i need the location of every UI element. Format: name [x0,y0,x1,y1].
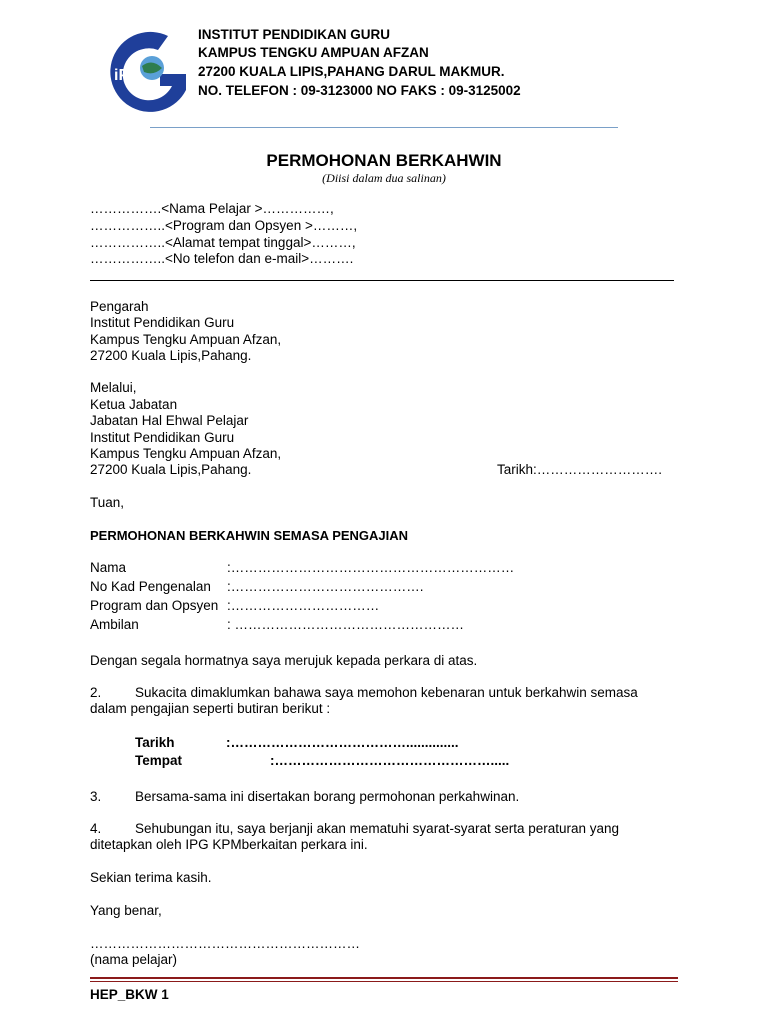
signature-line: …………………………………………………… [90,936,360,951]
contact-line: NO. TELEFON : 09-3123000 NO FAKS : 09-3125002 [198,83,521,98]
paragraph-2-cont: dalam pengajian seperti butiran berikut : [90,701,331,716]
sender-name: …………….<Nama Pelajar >……………, [90,201,334,216]
via-line: Kampus Tengku Ampuan Afzan, [90,446,282,461]
footer-rule-top [90,977,678,979]
sender-address: ……………..<Alamat tempat tinggal>………, [90,235,356,250]
sign-off: Yang benar, [90,903,162,918]
paragraph-1: Dengan segala hormatnya saya merujuk kepada perkara di atas. [90,653,478,668]
paragraph-2: Sukacita dimaklumkan bahawa saya memohon kebenaran untuk berkahwin semasa [135,685,638,700]
closing: Sekian terima kasih. [90,870,212,885]
via-line: Institut Pendidikan Guru [90,430,235,445]
field-label-ambilan: Ambilan [90,617,139,632]
subject-heading: PERMOHONAN BERKAHWIN SEMASA PENGAJIAN [90,528,409,543]
page-subtitle: (Diisi dalam dua salinan) [322,171,446,185]
address-line: 27200 KUALA LIPIS,PAHANG DARUL MAKMUR. [198,64,505,79]
sender-contact: ……………..<No telefon dan e-mail>………. [90,251,354,266]
field-value-ic: :……………………………………. [227,579,424,594]
field-value-ambilan: : …………………………………………… [227,617,465,632]
via-line: Ketua Jabatan [90,397,178,412]
via-line: 27200 Kuala Lipis,Pahang. [90,462,252,477]
page-title: PERMOHONAN BERKAHWIN [266,151,502,170]
detail-tempat-label: Tempat [135,753,183,768]
para3-number: 3. [90,789,102,804]
ipg-logo [108,30,190,122]
para2-number: 2. [90,685,102,700]
logo-text: iPG [114,67,142,84]
signature-name: (nama pelajar) [90,952,178,967]
field-value-program: :…………………………… [227,598,380,613]
footer-code: HEP_BKW 1 [90,987,169,1002]
field-label-program: Program dan Opsyen [90,598,219,613]
institution-name: INSTITUT PENDIDIKAN GURU [198,27,390,42]
paragraph-4: Sehubungan itu, saya berjanji akan mematuhi syarat-syarat serta peraturan yang [135,821,620,836]
sender-rule [90,280,674,281]
paragraph-3: Bersama-sama ini disertakan borang permohonan perkahwinan. [135,789,520,804]
recipient-line: 27200 Kuala Lipis,Pahang. [90,348,252,363]
campus-name: KAMPUS TENGKU AMPUAN AFZAN [198,45,429,60]
via-line: Melalui, [90,380,137,395]
field-label-nama: Nama [90,560,127,575]
field-value-nama: :……………………………………………………… [227,560,515,575]
detail-tarikh-value: :………………………………….............. [226,735,459,750]
recipient-line: Pengarah [90,299,149,314]
paragraph-4-cont: ditetapkan oleh IPG KPMberkaitan perkara ini. [90,837,368,852]
salutation: Tuan, [90,495,125,510]
header-rule [150,127,618,128]
via-line: Jabatan Hal Ehwal Pelajar [90,413,249,428]
detail-tempat-value: :…………………………………………..... [270,753,510,768]
date-field: Tarikh:………………………. [497,462,663,477]
field-label-ic: No Kad Pengenalan [90,579,211,594]
footer-rule-bottom [90,981,678,982]
detail-tarikh-label: Tarikh [135,735,175,750]
para4-number: 4. [90,821,102,836]
sender-program: ……………..<Program dan Opsyen >………, [90,218,358,233]
recipient-line: Institut Pendidikan Guru [90,315,235,330]
recipient-line: Kampus Tengku Ampuan Afzan, [90,332,282,347]
